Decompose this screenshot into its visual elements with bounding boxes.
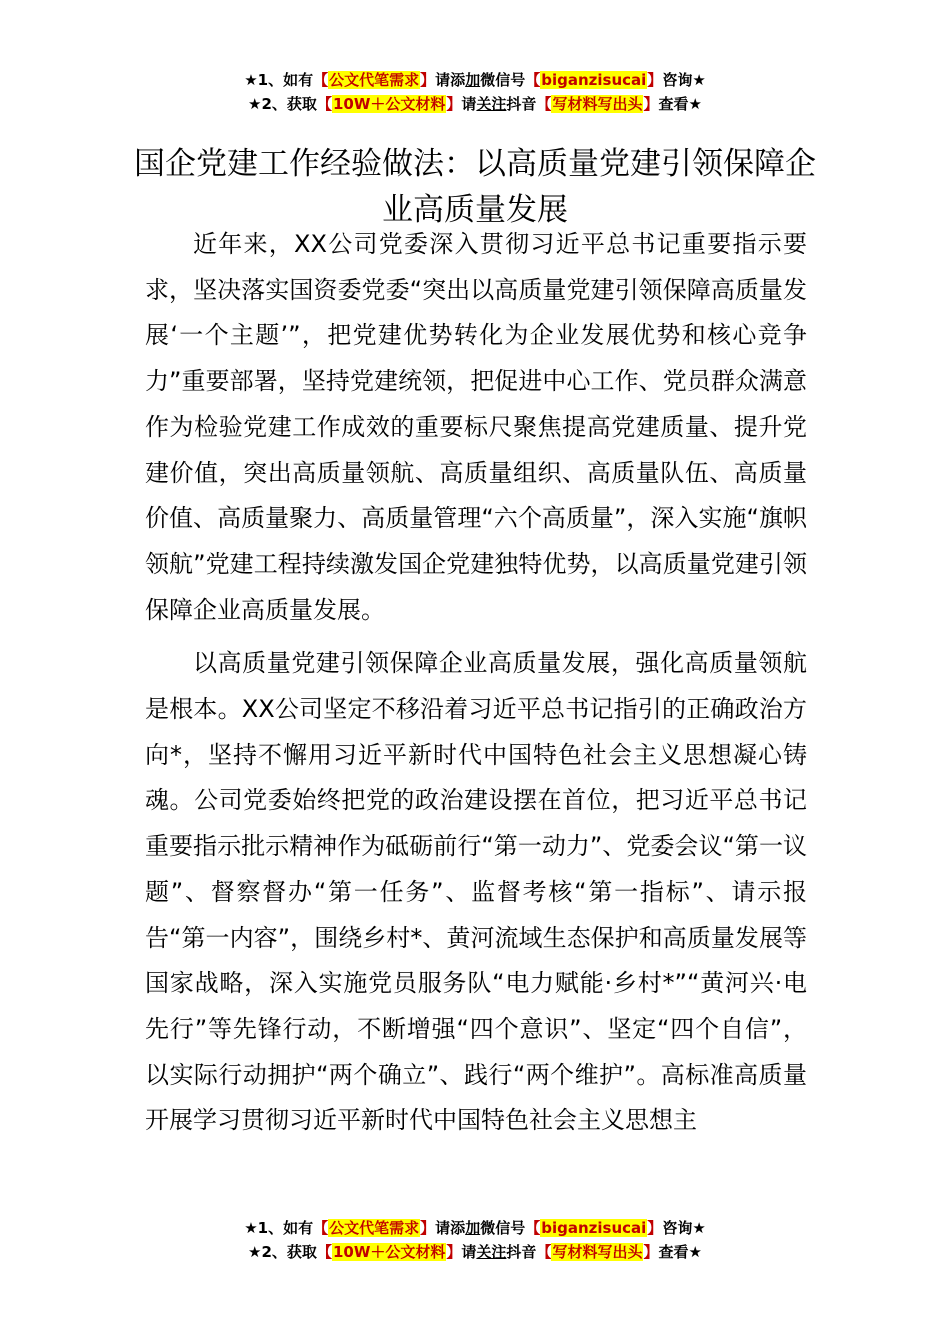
bracket: 】 xyxy=(446,95,462,113)
promo-text: ★2、获取 xyxy=(248,1243,317,1261)
bracket: 【 xyxy=(316,1243,332,1261)
promo-text: 抖音 xyxy=(506,1243,537,1261)
promo-text-underlined: 关注 xyxy=(476,1243,507,1261)
paragraph: 近年来，XX公司党委深入贯彻习近平总书记重要指示要求，坚决落实国资委党委“突出以高质量党建引领保障高质量发展‘一个主题’”，把党建优势转化为企业发展优势和核心竞争力”重要部署，坚持党建统领，把促进中心工作、党员群众满意作为检验党建工作成效的重要标尺聚焦提高党建质量、提升党建价值，突出高质量领航、高质量组织、高质量队伍、高质量价值、高质量聚力、高质量管理“六个高质量”，深入实施“旗帜领航”党建工程持续激发国企党建独特优势，以高质量党建引领保障企业高质量发展。 xyxy=(145,230,807,624)
bracket: 【 xyxy=(536,1243,552,1261)
promo-banner-bottom xyxy=(0,1216,950,1264)
highlight-service: 公文代笔需求 xyxy=(329,1219,420,1237)
promo-text: 咨询★ xyxy=(662,71,706,89)
bracket: 【 xyxy=(316,95,332,113)
promo-text: 请 xyxy=(461,1243,477,1261)
bracket: 【 xyxy=(313,71,329,89)
highlight-wechat-id: biganzisucai xyxy=(541,71,647,89)
promo-text: 抖音 xyxy=(506,95,537,113)
bracket: 】 xyxy=(647,1219,663,1237)
promo-text: 查看★ xyxy=(658,1243,702,1261)
bracket: 【 xyxy=(525,1219,541,1237)
promo-text-underlined: 加 xyxy=(465,71,481,89)
highlight-materials: 10W＋公文材料 xyxy=(332,1243,446,1261)
bracket: 】 xyxy=(446,1243,462,1261)
paragraph: 以高质量党建引领保障企业高质量发展，强化高质量领航是根本。XX公司坚定不移沿着习近平总书记指引的正确政治方向*，坚持不懈用习近平新时代中国特色社会主义思想凝心铸魂。公司党委始终把党的政治建设摆在首位，把习近平总书记重要指示批示精神作为砥砺前行“第一动力”、党委会议“第一议题”、督察督办“第一任务”、监督考核“第一指标”、请示报告“第一内容”，围绕乡村*、黄河流域生态保护和高质量发展等国家战略，深入实施党员服务队“电力赋能·乡村*”“黄河兴·电先行”等先锋行动，不断增强“四个意识”、坚定“四个自信”，以实际行动拥护“两个确立”、践行“两个维护”。高标准高质量开展学习贯彻习近平新时代中国特色社会主义思想主 xyxy=(145,649,807,1135)
highlight-service: 公文代笔需求 xyxy=(329,71,420,89)
bracket: 】 xyxy=(420,1219,436,1237)
bracket: 【 xyxy=(525,71,541,89)
promo-text-underlined: 加 xyxy=(465,1219,481,1237)
promo-text: ★1、如有 xyxy=(244,71,314,89)
bracket: 】 xyxy=(643,95,659,113)
promo-text: 微信号 xyxy=(480,71,526,89)
promo-text: ★1、如有 xyxy=(244,1219,314,1237)
promo-text: 微信号 xyxy=(480,1219,526,1237)
highlight-douyin-account: 写材料写出头 xyxy=(552,1243,643,1261)
highlight-materials: 10W＋公文材料 xyxy=(332,95,446,113)
bracket: 】 xyxy=(643,1243,659,1261)
bracket: 【 xyxy=(313,1219,329,1237)
promo-text: 请 xyxy=(461,95,477,113)
promo-line-1 xyxy=(0,1216,950,1240)
promo-text: 请添 xyxy=(435,71,466,89)
document-title: 国企党建工作经验做法：以高质量党建引领保障企业高质量发展 xyxy=(134,145,816,228)
bracket: 】 xyxy=(647,71,663,89)
highlight-wechat-id: biganzisucai xyxy=(541,1219,647,1237)
promo-line-2 xyxy=(0,1240,950,1264)
promo-text: 咨询★ xyxy=(662,1219,706,1237)
promo-line-1 xyxy=(0,68,950,92)
promo-text: ★2、获取 xyxy=(248,95,317,113)
highlight-douyin-account: 写材料写出头 xyxy=(552,95,643,113)
bracket: 【 xyxy=(536,95,552,113)
promo-line-2 xyxy=(0,92,950,116)
promo-banner-top xyxy=(0,68,950,116)
document-body xyxy=(145,222,807,1144)
promo-text: 请添 xyxy=(435,1219,466,1237)
promo-text: 查看★ xyxy=(658,95,702,113)
promo-text-underlined: 关注 xyxy=(476,95,507,113)
bracket: 】 xyxy=(420,71,436,89)
